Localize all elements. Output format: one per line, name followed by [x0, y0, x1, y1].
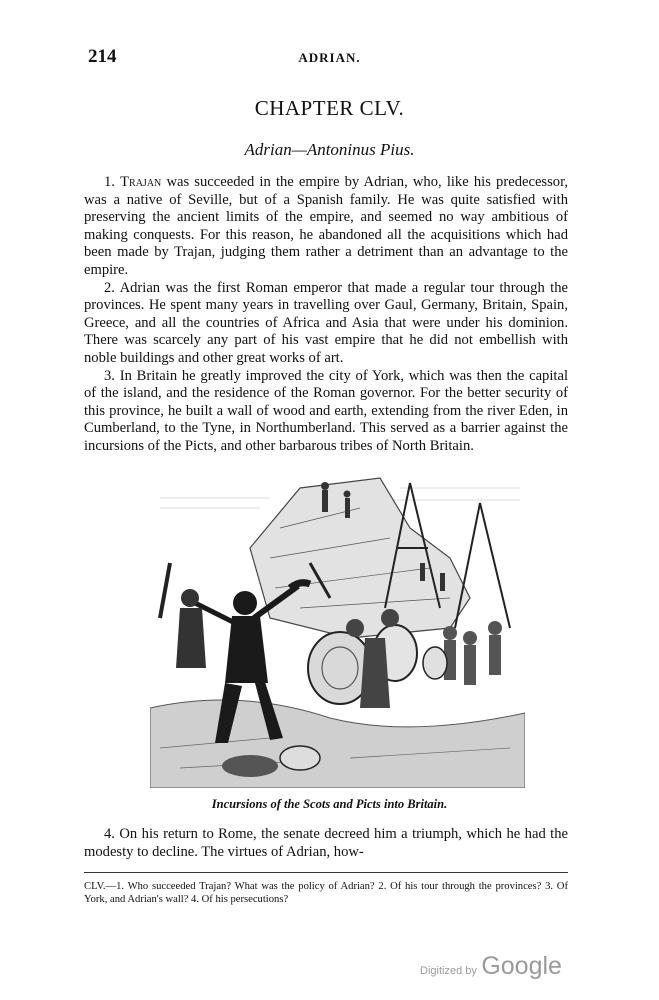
paragraph-number: 2.	[104, 279, 115, 296]
footnote-divider	[84, 872, 568, 873]
body-text-continued	[84, 826, 568, 861]
paragraph-lead-word: Trajan	[120, 174, 162, 190]
watermark-brand: Google	[481, 952, 562, 980]
paragraph-3	[84, 368, 568, 456]
paragraph-text: Adrian was the first Roman emperor that made a regular tour through the provinces. He spent many years in travelling over Gaul, Germany, Britain, Spain, Greece, and all the countries of Africa and Asia that were under his dominion. There was scarcely any part of his vast empire that he did not embellish with noble buildings and other great works of art.	[84, 279, 569, 366]
paragraph-1	[84, 174, 568, 280]
running-head: ADRIAN.	[298, 50, 361, 65]
page-number: 214	[88, 46, 117, 67]
paragraph-text: was succeeded in the empire by Adrian, who, like his predecessor, was a native of Seville, but of a Spanish family. He was quite satisfied with preserving the ancient limits of the empire, and seemed no way ambitious of making conquests. For this reason, he abandoned all the acquisitions which had been made by Trajan, judging them rather a detriment than an advantage to the empire.	[84, 174, 569, 278]
page-header	[0, 46, 659, 70]
battle-engraving	[150, 468, 525, 788]
paragraph-number: 4.	[104, 826, 115, 842]
paragraph-text: In Britain he greatly improved the city of York, which was then the capital of the island, and the residence of the Roman governor. For the better security of this province, he built a wall of wood and earth, extending from the river Eden, in Cumberland, to the Tyne, in Northumberland. This served as a barrier against the incursions of the Picts, and other barbarous tribes of North Britain.	[84, 367, 568, 454]
paragraph-4	[84, 826, 568, 861]
paragraph-2	[84, 280, 568, 368]
chapter-title: CHAPTER CLV.	[254, 96, 405, 120]
footnote-questions: CLV.—1. Who succeeded Trajan? What was the policy of Adrian? 2. Of his tour through the provinces? 3. Of York, and Adrian's wall? 4. Of his persecutions?	[84, 881, 568, 905]
illustration-caption: Incursions of the Scots and Picts into Britain.	[211, 797, 448, 811]
paragraph-number: 3.	[104, 367, 115, 384]
body-text	[84, 174, 568, 456]
chapter-subtitle: Adrian—Antoninus Pius.	[244, 140, 415, 159]
watermark-prefix: Digitized by	[420, 965, 477, 977]
paragraph-number: 1.	[104, 174, 115, 190]
paragraph-text: On his return to Rome, the senate decreed him a triumph, which he had the modesty to decline. The virtues of Adrian, how-	[84, 826, 568, 860]
digitized-watermark	[420, 952, 562, 981]
